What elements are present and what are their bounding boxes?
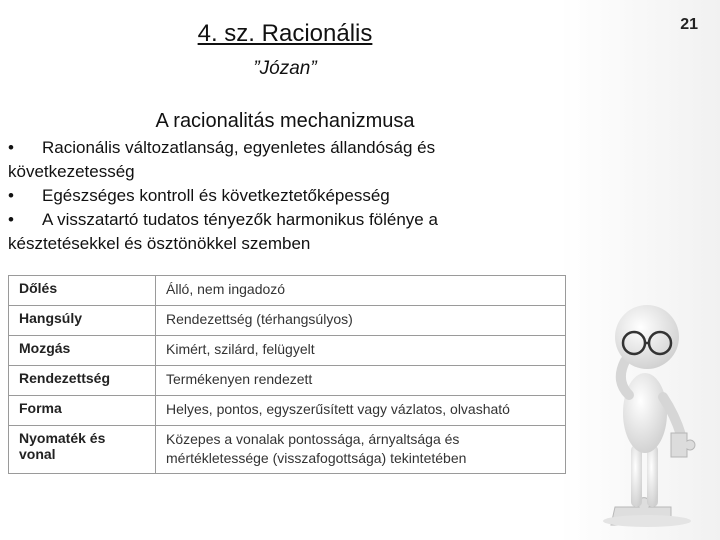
bullet-item	[8, 208, 548, 256]
table-key-cell: Nyomaték és vonal	[9, 426, 156, 474]
table-row	[9, 336, 566, 366]
table-value-cell: Álló, nem ingadozó	[156, 276, 566, 306]
bullet-text: Racionális változatlanság, egyenletes állandóság és következetesség	[8, 138, 436, 181]
table-value-cell: Közepes a vonalak pontossága, árnyaltsága és mértékletessége (visszafogottsága) tekintetében	[156, 426, 566, 474]
table-row	[9, 366, 566, 396]
bullet-marker: •	[8, 186, 14, 205]
table-value-cell: Termékenyen rendezett	[156, 366, 566, 396]
table-key-cell: Forma	[9, 396, 156, 426]
table-key-cell: Hangsúly	[9, 306, 156, 336]
table-row	[9, 396, 566, 426]
table-row	[9, 426, 566, 474]
section-heading: A racionalitás mechanizmusa	[155, 110, 415, 132]
bullet-list	[8, 136, 548, 256]
slide-title: 4. sz. Racionális	[197, 20, 373, 47]
table-value-cell: Rendezettség (térhangsúlyos)	[156, 306, 566, 336]
bullet-item	[8, 184, 548, 208]
table-row	[9, 306, 566, 336]
table-value-cell: Kimért, szilárd, felügyelt	[156, 336, 566, 366]
attribute-table	[8, 275, 566, 474]
table-value-cell: Helyes, pontos, egyszerűsített vagy vázlatos, olvasható	[156, 396, 566, 426]
bullet-marker: •	[8, 138, 14, 157]
table-row	[9, 276, 566, 306]
table-key-cell: Rendezettség	[9, 366, 156, 396]
bullet-item	[8, 136, 548, 184]
bullet-text: Egészséges kontroll és következtetőképesség	[42, 186, 390, 205]
slide-subtitle: ”Józan”	[253, 58, 317, 79]
bullet-marker: •	[8, 210, 14, 229]
bullet-text: A visszatartó tudatos tényezők harmonikus fölénye a késztetésekkel és ösztönökkel szemben	[8, 210, 438, 253]
slide-number: 21	[680, 16, 698, 33]
table-key-cell: Mozgás	[9, 336, 156, 366]
thinking-figure-with-glasses-and-puzzle-piece-icon	[585, 285, 705, 535]
table-key-cell: Dőlés	[9, 276, 156, 306]
